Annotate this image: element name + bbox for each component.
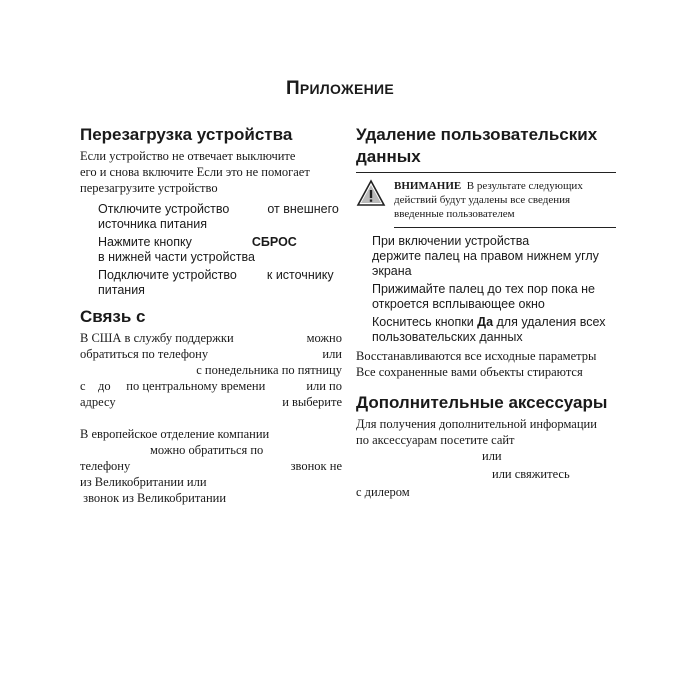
accessories-heading: Дополнительные аксессуары	[356, 393, 608, 412]
right-column	[356, 124, 616, 500]
page-title	[0, 78, 680, 100]
reset-steps	[98, 202, 342, 298]
page-title-rest: РИЛОЖЕНИЕ	[299, 81, 395, 97]
divider	[356, 172, 616, 173]
reset-heading: Перезагрузка устройства	[80, 125, 293, 144]
warning-box	[356, 179, 616, 221]
warning-text: ВНИМАНИЕ В результате следующих действий будут удалены все сведения введенные пользователем	[394, 180, 583, 220]
contact-heading: Связь с	[80, 307, 146, 326]
warning-icon	[356, 179, 386, 207]
delete-result: Восстанавливаются все исходные параметры Все сохраненные вами объекты стираются	[356, 349, 597, 379]
page-title-initial: П	[285, 78, 300, 99]
warning-label: ВНИМАНИЕ	[394, 180, 462, 192]
reset-intro-line: перезагрузите устройство	[80, 181, 218, 195]
left-column	[80, 124, 342, 506]
reset-key-label: СБРОС	[251, 235, 297, 249]
contact-us-block: В США в службу поддержки можно обратиться по телефону или с понедельника по пятницу с до по центральному времени или по адресу и выберите	[80, 331, 342, 409]
reset-intro-line: его и снова включите Если это не помогает	[80, 165, 310, 179]
reset-step: Нажмите кнопку СБРОС в нижней части устройства	[98, 235, 297, 264]
delete-heading: Удаление пользовательских данных	[356, 125, 598, 166]
reset-intro-line: Если устройство не отвечает выключите	[80, 149, 296, 163]
delete-step: При включении устройства держите палец на правом нижнем углу экрана	[372, 234, 599, 278]
divider	[394, 227, 616, 228]
reset-step: Отключите устройство от внешнего источника питания	[98, 202, 339, 231]
yes-button-label: Да	[477, 315, 494, 329]
delete-step: Прижимайте палец до тех пор пока не откроется всплывающее окно	[372, 282, 595, 311]
delete-step: Коснитесь кнопки Да для удаления всех пользовательских данных	[372, 315, 606, 344]
delete-steps	[372, 234, 616, 345]
contact-eu-block: В европейское отделение компании можно обратиться по телефону звонок не из Великобритании или звонок из Великобритании	[80, 427, 342, 505]
reset-step: Подключите устройство к источнику питания	[98, 268, 334, 297]
accessories-text: Для получения дополнительной информации по аксессуарам посетите сайт или или свяжитесь с дилером	[356, 417, 597, 499]
